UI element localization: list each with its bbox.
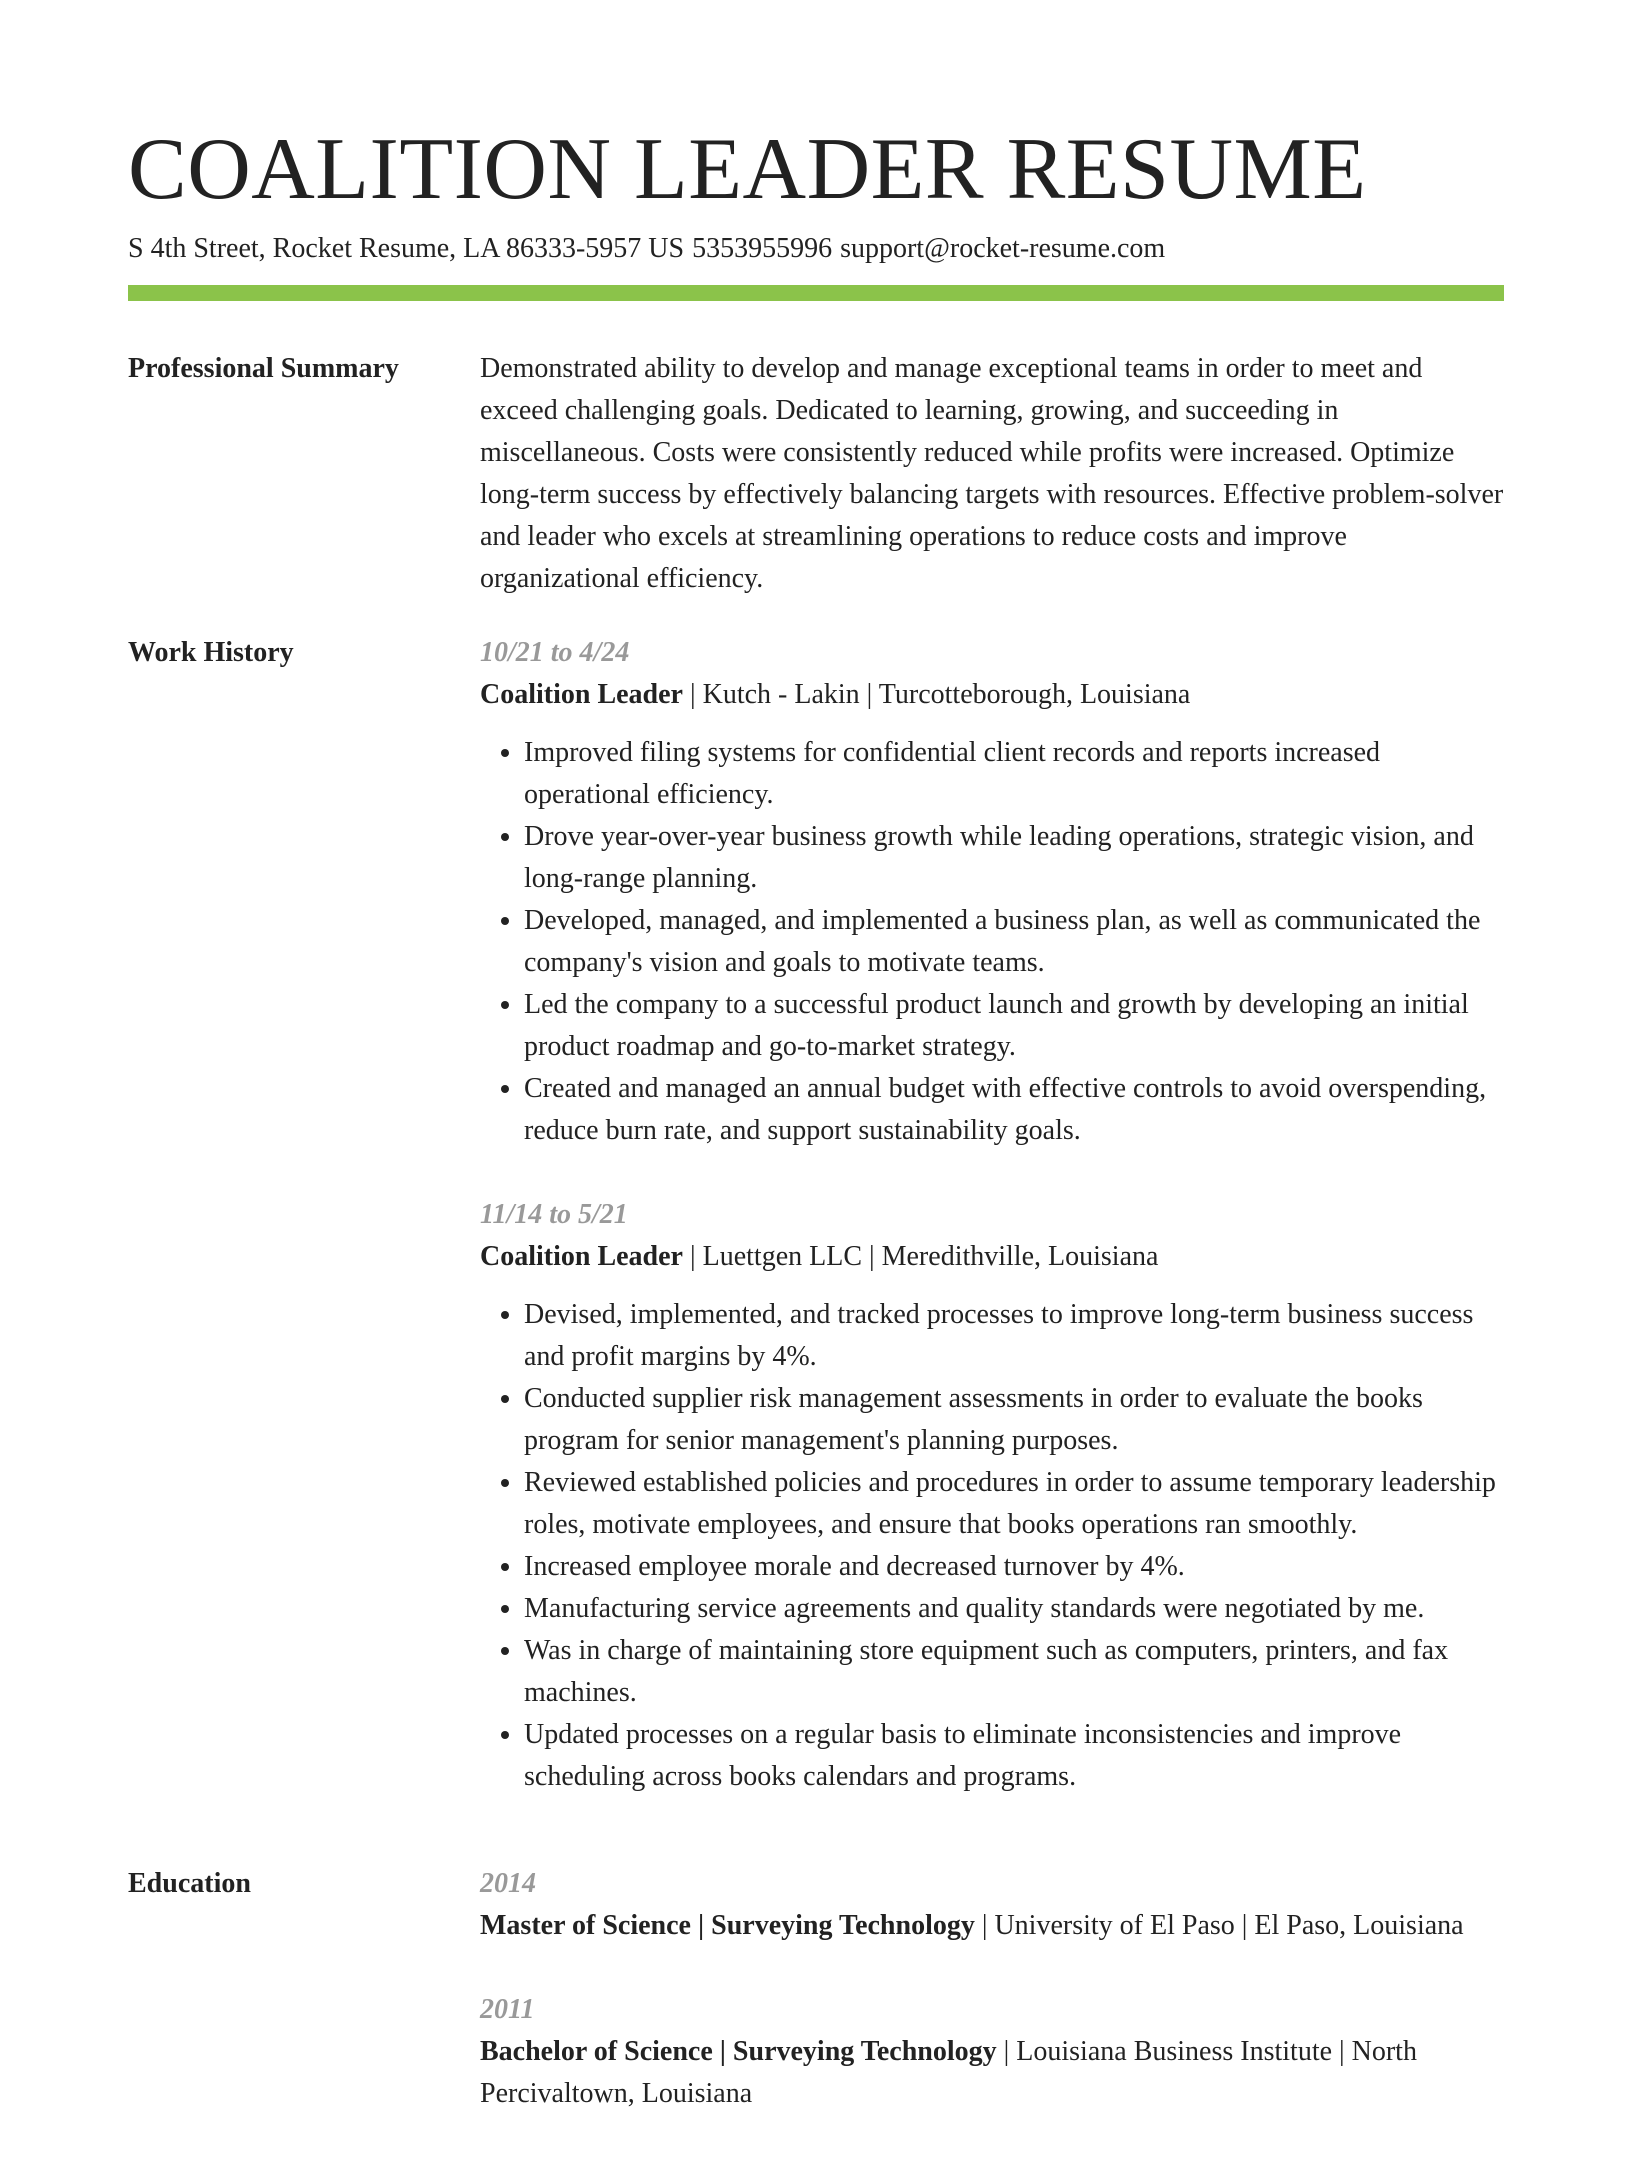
education-year: 2011 [480, 1994, 535, 2025]
job-role: Coalition Leader [480, 679, 683, 710]
job-entry [480, 1194, 1504, 1798]
job-bullets [480, 1294, 1504, 1798]
contact-address: S 4th Street, Rocket Resume, LA 86333-5957 US [128, 233, 685, 264]
education-degree: Master of Science | Surveying Technology [480, 1910, 975, 1941]
job-bullet: • Created and managed an annual budget with effective controls to avoid overspending, reduce burn rate, and support sustainability goals. [524, 1068, 1504, 1152]
job-role-line [480, 1236, 1504, 1278]
job-bullet: • Led the company to a successful product launch and growth by developing an initial product roadmap and go-to-market strategy. [524, 984, 1504, 1068]
job-bullet: • Manufacturing service agreements and quality standards were negotiated by me. [524, 1588, 1504, 1630]
job-details: | Kutch - Lakin | Turcotteborough, Louisiana [683, 679, 1191, 710]
job-bullet: • Updated processes on a regular basis to eliminate inconsistencies and improve scheduling across books calendars and programs. [524, 1714, 1504, 1798]
job-role: Coalition Leader [480, 1241, 683, 1272]
education-degree-line [480, 1905, 1504, 1947]
accent-divider [128, 285, 1504, 301]
education-entry [480, 1863, 1504, 1947]
job-entry [480, 632, 1504, 1152]
education-entry [480, 1989, 1504, 2115]
summary-heading: Professional Summary [128, 353, 399, 384]
job-dates: 10/21 to 4/24 [480, 637, 630, 668]
job-bullet: • Drove year-over-year business growth while leading operations, strategic vision, and long-range planning. [524, 816, 1504, 900]
job-dates: 11/14 to 5/21 [480, 1199, 628, 1230]
job-bullet: • Increased employee morale and decreased turnover by 4%. [524, 1546, 1504, 1588]
job-bullets [480, 732, 1504, 1152]
work-history-body [480, 632, 1504, 1798]
education-details: | University of El Paso | El Paso, Louisiana [974, 1910, 1464, 1941]
summary-body [480, 348, 1504, 600]
contact-line [128, 232, 1165, 266]
summary-text: Demonstrated ability to develop and manage exceptional teams in order to meet and exceed challenging goals. Dedicated to learning, growing, and succeeding in miscellaneous. Costs were consistently reduced while profits were increased. Optimize long-term success by effectively balancing targets with resources. Effective problem-solver and leader who excels at streamlining operations to reduce costs and improve organizational efficiency. [480, 353, 1504, 594]
education-degree: Bachelor of Science | Surveying Technology [480, 2036, 997, 2067]
education-heading: Education [128, 1868, 251, 1899]
job-bullet: • Devised, implemented, and tracked processes to improve long-term business success and profit margins by 4%. [524, 1294, 1504, 1378]
job-details: | Luettgen LLC | Meredithville, Louisiana [683, 1241, 1159, 1272]
resume-title: COALITION LEADER RESUME [128, 121, 1367, 218]
contact-email: support@rocket-resume.com [840, 233, 1166, 264]
education-body [480, 1863, 1504, 2157]
education-details: | Louisiana Business Institute | North Percivaltown, Louisiana [480, 2036, 1417, 2109]
work-history-heading: Work History [128, 637, 294, 668]
job-bullet: • Was in charge of maintaining store equipment such as computers, printers, and fax machines. [524, 1630, 1504, 1714]
job-role-line [480, 674, 1504, 716]
job-bullet: • Developed, managed, and implemented a business plan, as well as communicated the company's vision and goals to motivate teams. [524, 900, 1504, 984]
job-bullet: • Conducted supplier risk management assessments in order to evaluate the books program for senior management's planning purposes. [524, 1378, 1504, 1462]
education-degree-line [480, 2031, 1504, 2115]
education-year: 2014 [480, 1868, 536, 1899]
job-bullet: • Reviewed established policies and procedures in order to assume temporary leadership roles, motivate employees, and ensure that books operations ran smoothly. [524, 1462, 1504, 1546]
job-bullet: • Improved filing systems for confidential client records and reports increased operational efficiency. [524, 732, 1504, 816]
contact-phone: 5353955996 [692, 233, 833, 264]
